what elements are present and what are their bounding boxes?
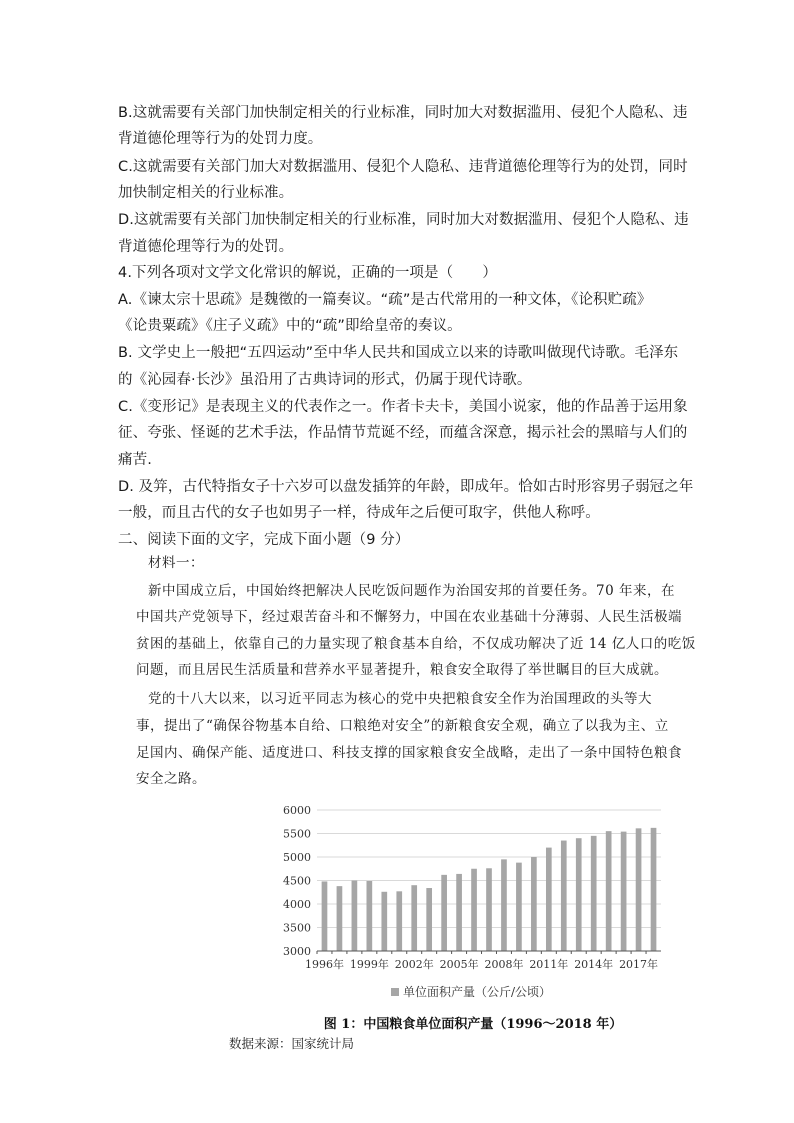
- bar: [352, 881, 358, 952]
- material-line: 足国内、确保产能、适度进口、科技支撑的国家粮食安全战略，走出了一条中国特色粮食: [136, 745, 682, 761]
- x-tick-label: 1996年: [304, 958, 344, 971]
- content-line: 《论贵粟疏》《庄子义疏》中的“疏”即给皇帝的奏议。: [118, 318, 462, 334]
- legend-label: 单位面积产量（公斤/公顷）: [403, 985, 552, 999]
- bar: [621, 832, 627, 951]
- content-line: 一般，而且古代的女子也如男子一样，待成年之后便可取字，供他人称呼。: [118, 505, 600, 521]
- y-tick-label: 4000: [283, 898, 311, 911]
- y-tick-label: 5000: [283, 851, 311, 864]
- bar: [531, 857, 537, 951]
- content-line: D.这就需要有关部门加快制定相关的行业标准，同时加大对数据滥用、侵犯个人隐私、违: [118, 212, 689, 228]
- material-line: 党的十八大以来，以习近平同志为核心的党中央把粮食安全作为治国理政的头等大: [148, 691, 652, 707]
- x-tick-label: 2014年: [574, 958, 614, 971]
- bar: [606, 831, 612, 951]
- x-tick-label: 2008年: [484, 958, 524, 971]
- bar: [576, 838, 582, 951]
- y-tick-label: 6000: [283, 804, 311, 817]
- material-line: 贫困的基础上，依靠自己的力量实现了粮食基本自给，不仅成功解决了近 14 亿人口的吃饭: [136, 636, 696, 652]
- material-line: 新中国成立后，中国始终把解决人民吃饭问题作为治国安邦的首要任务。70 年来，在: [148, 583, 675, 599]
- bar: [367, 881, 373, 951]
- content-line: 背道德伦理等行为的处罚力度。: [118, 131, 323, 147]
- bar: [426, 888, 432, 951]
- x-tick-label: 2011年: [529, 958, 569, 971]
- material-line: 中国共产党领导下，经过艰苦奋斗和不懈努力，中国在农业基础十分薄弱、人民生活极端: [136, 609, 682, 625]
- content-line: D. 及笄，古代特指女子十六岁可以盘发插笄的年龄，即成年。恰如古时形容男子弱冠之年: [118, 479, 694, 495]
- material-heading: 材料一：: [148, 555, 204, 571]
- bar: [546, 848, 552, 951]
- y-tick-label: 5500: [283, 827, 311, 841]
- x-tick-label: 2005年: [439, 958, 479, 971]
- bar: [381, 892, 387, 951]
- legend-swatch: [391, 988, 399, 996]
- bar: [636, 828, 642, 951]
- bar: [591, 836, 597, 951]
- bar: [471, 869, 477, 951]
- y-tick-label: 3000: [283, 945, 311, 958]
- bar: [501, 859, 507, 951]
- content-line: 加快制定相关的行业标准。: [118, 185, 294, 201]
- chart-title: 图 1：中国粮食单位面积产量（1996～2018 年）: [323, 1017, 623, 1032]
- bar: [516, 863, 522, 951]
- x-tick-label: 2002年: [394, 958, 434, 971]
- content-line: 痛苦.: [118, 452, 152, 468]
- content-line: B.这就需要有关部门加快制定相关的行业标准，同时加大对数据滥用、侵犯个人隐私、违: [118, 105, 688, 121]
- content-line: 二、阅读下面的文字，完成下面小题（9 分）: [118, 532, 410, 548]
- bar: [411, 885, 417, 951]
- content-line: 的《沁园春·长沙》虽沿用了古典诗词的形式，仍属于现代诗歌。: [118, 372, 532, 388]
- content-line: C.这就需要有关部门加大对数据滥用、侵犯个人隐私、违背道德伦理等行为的处罚，同时: [118, 159, 688, 175]
- bar: [337, 886, 343, 951]
- content-line: 背道德伦理等行为的处罚。: [118, 239, 294, 255]
- y-tick-label: 3500: [283, 921, 311, 935]
- content-line: A.《谏太宗十思疏》是魏徵的一篇奏议。“疏”是古代常用的一种文体，《论积贮疏》: [118, 292, 652, 308]
- y-tick-label: 4500: [283, 874, 311, 888]
- material-line: 安全之路。: [136, 771, 206, 787]
- material-line: 事，提出了“确保谷物基本自给、口粮绝对安全”的新粮食安全观，确立了以我为主、立: [136, 718, 669, 734]
- material-line: 问题，而且居民生活质量和营养水平显著提升，粮食安全取得了举世瞩目的巨大成就。: [136, 662, 668, 678]
- content-line: C.《变形记》是表现主义的代表作之一。作者卡夫卡，美国小说家，他的作品善于运用象: [118, 399, 688, 415]
- content-line: 4.下列各项对文学文化常识的解说，正确的一项是（ ）: [118, 265, 498, 281]
- content-line: B. 文学史上一般把“五四运动”至中华人民共和国成立以来的诗歌叫做现代诗歌。毛泽东: [118, 345, 679, 361]
- bar: [322, 881, 328, 951]
- bar: [396, 891, 402, 951]
- content-line: 征、夸张、怪诞的艺术手法，作品情节荒诞不经，而蕴含深意，揭示社会的黑暗与人们的: [118, 425, 688, 441]
- bar: [441, 875, 447, 951]
- bar: [486, 868, 492, 951]
- bar: [651, 828, 657, 951]
- bar: [456, 874, 462, 951]
- bar: [561, 841, 567, 951]
- data-source: 数据来源：国家统计局: [229, 1036, 355, 1051]
- x-tick-label: 2017年: [619, 958, 659, 971]
- x-tick-label: 1999年: [349, 958, 389, 971]
